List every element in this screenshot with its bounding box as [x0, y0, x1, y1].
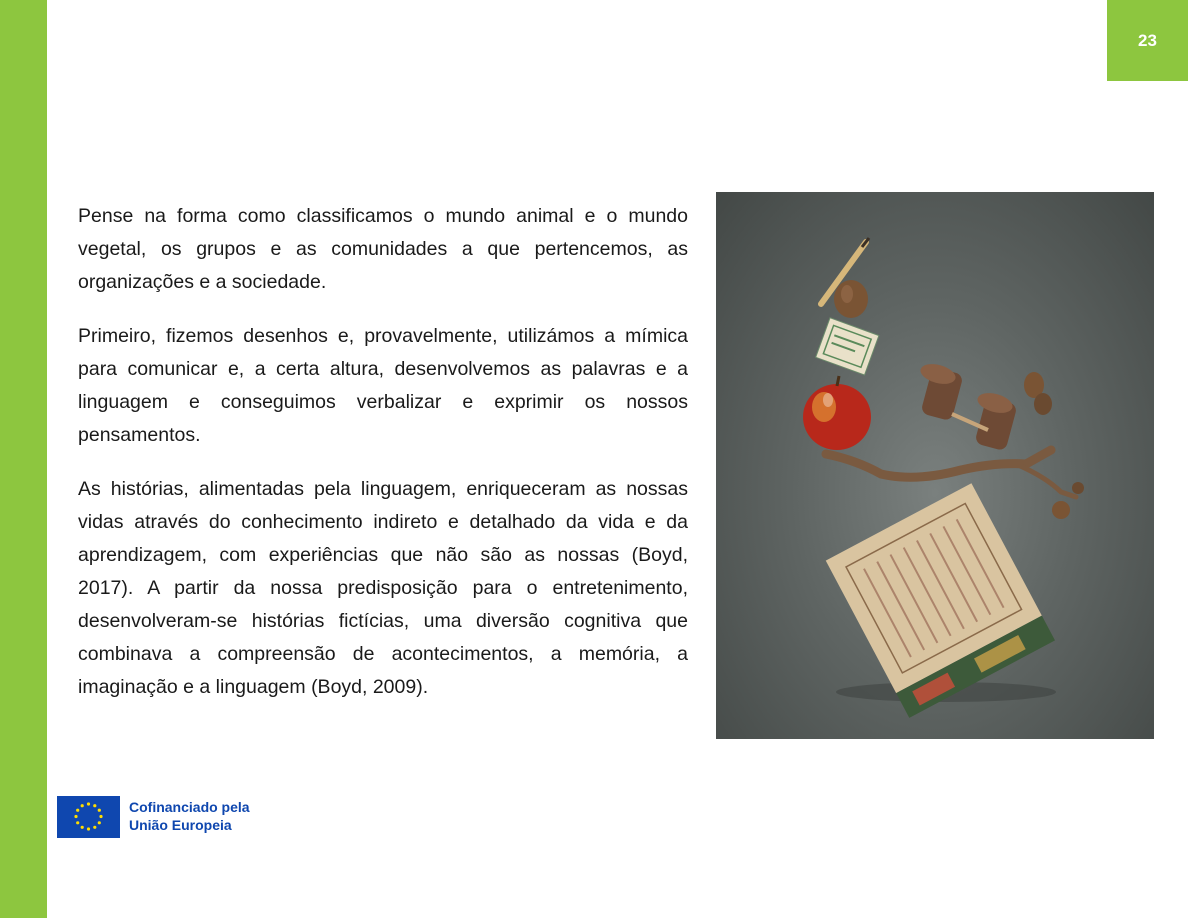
balanced-objects-photo — [716, 192, 1154, 739]
eu-line-2: União Europeia — [129, 817, 232, 833]
binoculars-shape — [918, 361, 1052, 452]
eu-line-1: Cofinanciado pela — [129, 799, 250, 815]
paragraph-2: Primeiro, fizemos desenhos e, provavelmente, utilizámos a mímica para comunicar e, a certa altura, desenvolvemos as palavras e a linguagem e conseguimos verbalizar e exprimir os nossos pensamentos. — [78, 325, 688, 446]
left-accent-bar — [0, 0, 47, 918]
page-number-badge — [1107, 0, 1188, 81]
eu-flag-logo — [57, 796, 120, 838]
paragraph-3: As histórias, alimentadas pela linguagem, enriqueceram as nossas vidas através do conhecimento indireto e detalhado da vida e da aprendizagem, com experiências que não são as nossas (Boyd, 2017). A partir da nossa predisposição para o entretenimento, desenvolveram-se histórias fictícias, uma diversão cognitiva que combinava a compreensão de acontecimentos, a memória, a imaginação e a linguagem (Boyd, 2009). — [78, 478, 688, 698]
eu-cofunding-text — [129, 798, 250, 834]
eu-stars-icon — [57, 796, 120, 838]
apple-shape — [803, 376, 871, 450]
ticket-shape — [816, 318, 879, 375]
body-text — [78, 200, 688, 725]
book-shape — [826, 483, 1055, 718]
paragraph-1: Pense na forma como classificamos o mundo animal e o mundo vegetal, os grupos e as comunidades a que pertencemos, as organizações e a sociedade. — [78, 205, 688, 293]
page-number: 23 — [1138, 30, 1157, 50]
